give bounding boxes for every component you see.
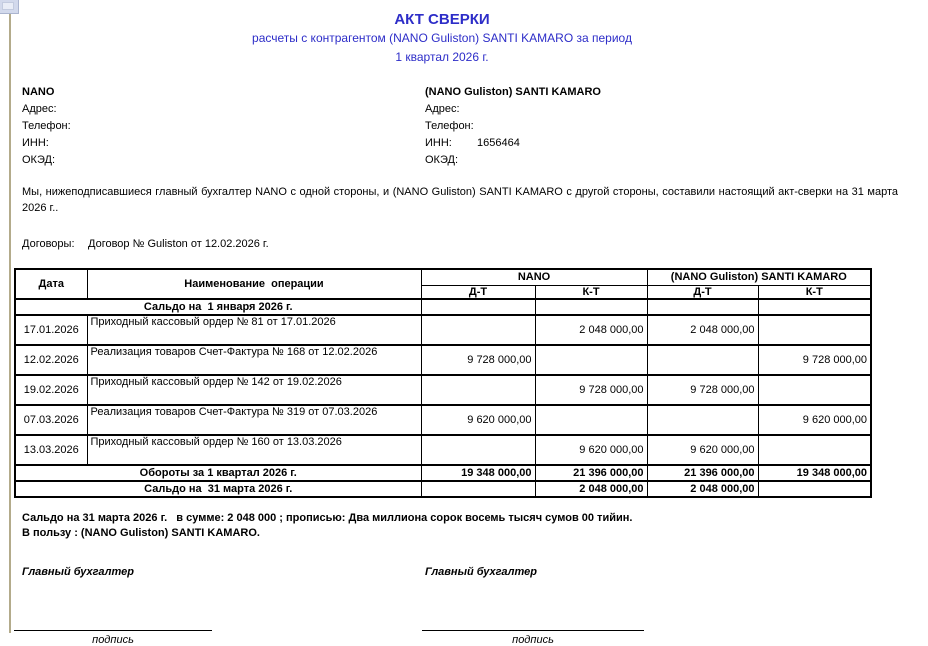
amount-cell: 9 728 000,00 (647, 375, 758, 405)
table-row (15, 435, 871, 465)
document-subtitle-line1: расчеты с контрагентом (NANO Guliston) SANTI KAMARO за период (252, 31, 632, 45)
document-page (12, 0, 928, 646)
opening-balance-label: Сальдо на 1 января 2026 г. (15, 299, 421, 315)
contracts-label: Договоры: (22, 238, 75, 250)
amount-cell (647, 405, 758, 435)
party-right-phone-label: Телефон: (425, 120, 474, 132)
opening-balance-amount (758, 299, 871, 315)
party-left-inn-label: ИНН: (22, 137, 49, 149)
amount-cell (421, 375, 535, 405)
closing-balance-amount (421, 481, 535, 497)
amount-cell: 9 620 000,00 (421, 405, 535, 435)
col-header-left-debit: Д-Т (421, 285, 535, 299)
date-cell: 12.02.2026 (15, 345, 87, 375)
party-right-address-label: Адрес: (425, 103, 460, 115)
col-header-left-credit: К-Т (535, 285, 647, 299)
right-signer-title: Главный бухгалтер (425, 566, 537, 578)
amount-cell (758, 435, 871, 465)
table-row (15, 375, 871, 405)
table-row (15, 405, 871, 435)
amount-cell (535, 405, 647, 435)
closing-balance-amount: 2 048 000,00 (535, 481, 647, 497)
operation-cell: Приходный кассовый ордер № 160 от 13.03.2026 (87, 435, 421, 465)
amount-cell (647, 345, 758, 375)
page-margin-line (9, 14, 11, 633)
amount-cell (758, 315, 871, 345)
table-row (15, 345, 871, 375)
turnover-amount: 21 396 000,00 (535, 465, 647, 481)
party-left-name: NANO (22, 86, 55, 98)
party-right-okved-label: ОКЭД: (425, 154, 459, 166)
amount-cell: 2 048 000,00 (535, 315, 647, 345)
signers-row (12, 565, 928, 579)
contracts-line (12, 237, 928, 251)
col-header-left-org: NANO (421, 269, 647, 285)
amount-cell (421, 315, 535, 345)
reconciliation-table (14, 268, 872, 498)
document-title: АКТ СВЕРКИ (394, 11, 490, 28)
left-signature-line (14, 630, 212, 646)
amount-cell: 9 620 000,00 (758, 405, 871, 435)
title-block (14, 0, 870, 67)
date-cell: 19.02.2026 (15, 375, 87, 405)
left-signature-caption: подпись (92, 634, 134, 646)
col-header-right-org: (NANO Guliston) SANTI KAMARO (647, 269, 871, 285)
summary-line-2: В пользу : (NANO Guliston) SANTI KAMARO. (22, 527, 260, 539)
date-cell: 07.03.2026 (15, 405, 87, 435)
opening-balance-amount (421, 299, 535, 315)
opening-balance-amount (535, 299, 647, 315)
col-header-operation: Наименование операции (87, 269, 421, 299)
document-subtitle-line2: 1 квартал 2026 г. (395, 50, 489, 64)
intro-paragraph: Мы, нижеподписавшиеся главный бухгалтер NANO с одной стороны, и (NANO Guliston) SANTI KAMARO с другой стороны, составили настоящий акт-сверки на 31 марта 2026 г.. (22, 186, 898, 214)
party-left (22, 84, 425, 169)
party-right (425, 84, 928, 169)
turnover-amount: 19 348 000,00 (758, 465, 871, 481)
amount-cell: 9 620 000,00 (535, 435, 647, 465)
table-row (15, 315, 871, 345)
operation-cell: Реализация товаров Счет-Фактура № 168 от 12.02.2026 (87, 345, 421, 375)
opening-balance-amount (647, 299, 758, 315)
parties-section (12, 84, 928, 169)
date-cell: 13.03.2026 (15, 435, 87, 465)
amount-cell (758, 375, 871, 405)
col-header-right-debit: Д-Т (647, 285, 758, 299)
closing-balance-amount: 2 048 000,00 (647, 481, 758, 497)
signature-row (12, 630, 928, 646)
col-header-right-credit: К-Т (758, 285, 871, 299)
col-header-date: Дата (15, 269, 87, 299)
party-left-address-label: Адрес: (22, 103, 57, 115)
date-cell: 17.01.2026 (15, 315, 87, 345)
left-signer-title: Главный бухгалтер (22, 566, 134, 578)
turnover-label: Обороты за 1 квартал 2026 г. (15, 465, 421, 481)
amount-cell: 9 620 000,00 (647, 435, 758, 465)
amount-cell (535, 345, 647, 375)
party-left-okved-label: ОКЭД: (22, 154, 56, 166)
closing-balance-amount (758, 481, 871, 497)
party-left-phone-label: Телефон: (22, 120, 71, 132)
right-signature-line (422, 630, 644, 646)
amount-cell: 9 728 000,00 (421, 345, 535, 375)
operation-cell: Реализация товаров Счет-Фактура № 319 от 07.03.2026 (87, 405, 421, 435)
party-right-inn-label: ИНН: (425, 137, 452, 149)
summary-line-1: Сальдо на 31 марта 2026 г. в сумме: 2 048 000 ; прописью: Два миллиона сорок восемь тысяч сумов 00 тийин. (22, 512, 633, 524)
party-right-name: (NANO Guliston) SANTI KAMARO (425, 86, 601, 98)
turnover-amount: 21 396 000,00 (647, 465, 758, 481)
amount-cell (421, 435, 535, 465)
party-right-inn-value: 1656464 (477, 137, 520, 149)
operation-cell: Приходный кассовый ордер № 142 от 19.02.2026 (87, 375, 421, 405)
closing-balance-label: Сальдо на 31 марта 2026 г. (15, 481, 421, 497)
amount-cell: 2 048 000,00 (647, 315, 758, 345)
operation-cell: Приходный кассовый ордер № 81 от 17.01.2026 (87, 315, 421, 345)
amount-cell: 9 728 000,00 (758, 345, 871, 375)
turnover-amount: 19 348 000,00 (421, 465, 535, 481)
right-signature-caption: подпись (512, 634, 554, 646)
contracts-value: Договор № Guliston от 12.02.2026 г. (88, 238, 269, 250)
amount-cell: 9 728 000,00 (535, 375, 647, 405)
